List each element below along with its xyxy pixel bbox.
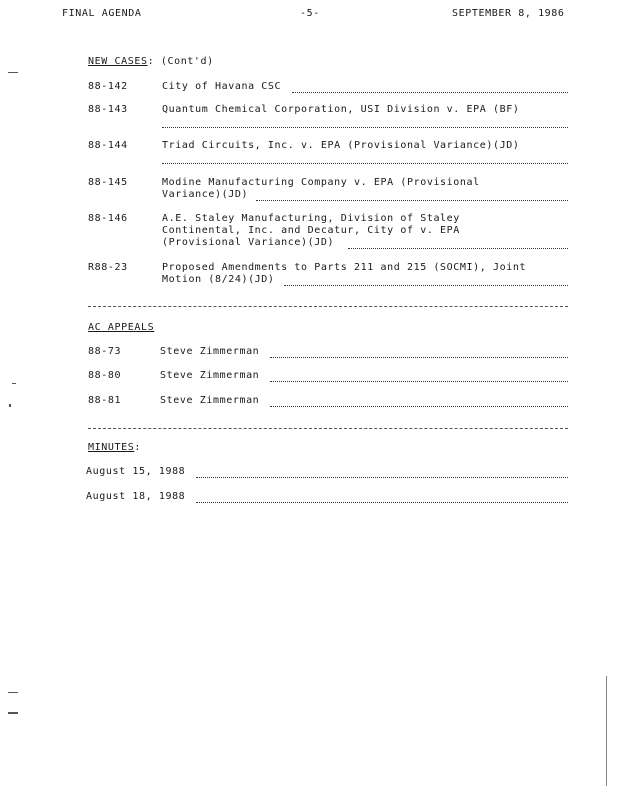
case-number: 88-146 [88, 213, 128, 224]
new-cases-heading [88, 56, 214, 67]
section-divider [88, 428, 568, 429]
blank-line [348, 248, 568, 249]
case-title: Triad Circuits, Inc. v. EPA (Provisional Variance)(JD) [162, 140, 520, 151]
scan-edge-mark [606, 676, 607, 786]
blank-line [270, 406, 568, 407]
header-left: FINAL AGENDA [62, 8, 142, 19]
minutes-date: August 15, 1988 [86, 466, 186, 477]
case-title-cont: Variance)(JD) [162, 189, 249, 200]
appeal-number: 88-81 [88, 395, 122, 406]
blank-line [292, 92, 568, 93]
blank-line [162, 127, 568, 128]
appeal-number: 88-80 [88, 370, 122, 381]
scan-speck [8, 712, 18, 714]
case-title-cont: (Provisional Variance)(JD) [162, 237, 335, 248]
page-number: -5- [300, 8, 320, 19]
case-number: R88-23 [88, 262, 128, 273]
ac-appeals-heading: AC APPEALS [88, 322, 155, 333]
blank-line [196, 502, 568, 503]
appeal-number: 88-73 [88, 346, 122, 357]
section-divider [88, 306, 568, 307]
minutes-suffix: : [134, 442, 141, 453]
case-title-cont: Motion (8/24)(JD) [162, 274, 275, 285]
blank-line [270, 357, 568, 358]
appeal-name: Steve Zimmerman [160, 370, 260, 381]
case-number: 88-144 [88, 140, 128, 151]
case-title: A.E. Staley Manufacturing, Division of Staley [162, 213, 460, 224]
new-cases-suffix: : (Cont'd) [147, 56, 214, 67]
case-number: 88-145 [88, 177, 128, 188]
case-title: Modine Manufacturing Company v. EPA (Provisional [162, 177, 480, 188]
case-title-cont: Continental, Inc. and Decatur, City of v. EPA [162, 225, 460, 236]
minutes-heading [88, 442, 141, 453]
scan-speck [8, 692, 18, 693]
minutes-title: MINUTES [88, 442, 135, 453]
blank-line [270, 381, 568, 382]
appeal-name: Steve Zimmerman [160, 395, 260, 406]
case-number: 88-143 [88, 104, 128, 115]
case-title: City of Havana CSC [162, 81, 282, 92]
header-date: SEPTEMBER 8, 1986 [452, 8, 565, 19]
case-title: Quantum Chemical Corporation, USI Division v. EPA (BF) [162, 104, 520, 115]
blank-line [162, 163, 568, 164]
blank-line [284, 285, 568, 286]
scan-speck [8, 72, 18, 73]
case-number: 88-142 [88, 81, 128, 92]
scan-speck [12, 383, 16, 384]
minutes-date: August 18, 1988 [86, 491, 186, 502]
case-title: Proposed Amendments to Parts 211 and 215 (SOCMI), Joint [162, 262, 527, 273]
blank-line [256, 200, 568, 201]
new-cases-title: NEW CASES [88, 56, 148, 67]
blank-line [196, 477, 568, 478]
appeal-name: Steve Zimmerman [160, 346, 260, 357]
scan-speck [9, 404, 11, 407]
